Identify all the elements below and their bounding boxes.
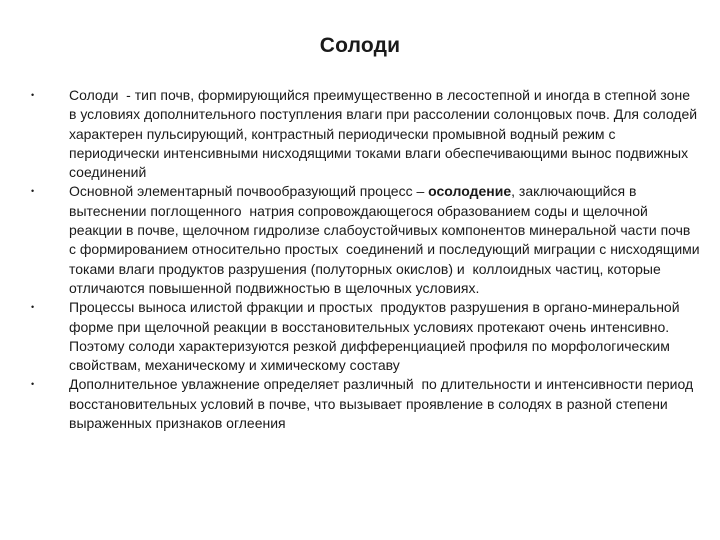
bullet-marker: • <box>31 379 35 390</box>
slide-title: Солоди <box>319 34 401 57</box>
bullet-list <box>31 86 704 433</box>
bullet-text: Солоди - тип почв, формирующийся преимущественно в лесостепной и иногда в степной зоне в условиях дополнительного поступления влаги при рассолении солонцовых почв. Для солодей характерен пульсирующий, контрастный периодически промывной водный режим с периодически интенсивными нисходящими токами влаги обеспечивающими вынос подвижных соединений <box>69 87 701 181</box>
bullet-item-1 <box>31 86 701 182</box>
bullet-text: Процессы выноса илистой фракции и простых продуктов разрушения в органо-минеральной форме при щелочной реакции в восстановительных условиях протекают очень интенсивно. Поэтому солоди характеризуются резкой дифференциацией профиля по морфологическим свойствам, механическому и химическому составу <box>69 299 684 374</box>
bullet-text <box>69 182 704 298</box>
bullet-text-after: , заключающийся в вытеснении поглощенного натрия сопровождающегося образованием соды и щелочной реакции в почве, щелочном гидролизе слабоустойчивых компонентов минеральной части почв с формированием относительно простых соединений и последующий миграции с нисходящими токами влаги продуктов разрушения (полуторных окислов) и коллоидных частиц, которые отличаются повышенной подвижностью в щелочных условиях. <box>69 183 704 296</box>
bullet-text-bold-term: осолодение <box>428 183 512 200</box>
bullet-text: Дополнительное увлажнение определяет различный по длительности и интенсивности период восстановительных условий в почве, что вызывает проявление в солодях в разной степени выраженных признаков оглеения <box>69 376 698 432</box>
bullet-marker: • <box>31 186 35 197</box>
bullet-marker: • <box>31 302 35 313</box>
bullet-item-3 <box>31 298 701 375</box>
bullet-marker: • <box>31 90 35 100</box>
bullet-item-4 <box>31 375 701 433</box>
bullet-item-2 <box>31 182 704 298</box>
bullet-text-before: Основной элементарный почвообразующий процесс – <box>69 183 429 200</box>
